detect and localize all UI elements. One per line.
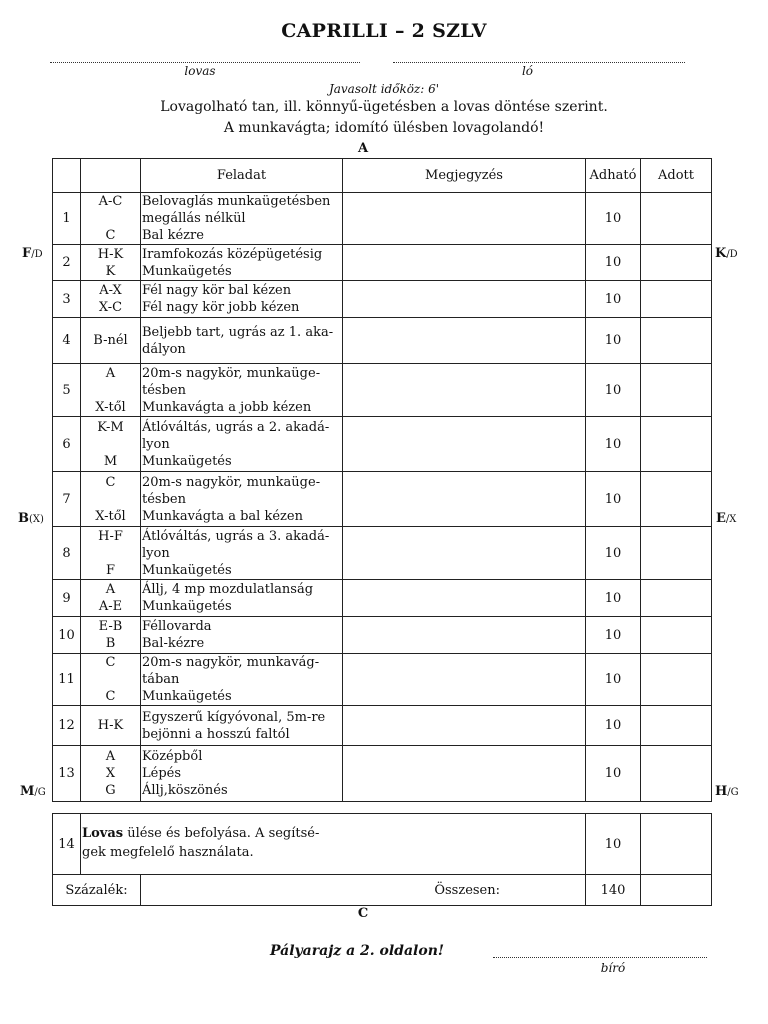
arena-points	[81, 654, 141, 706]
task-line: tésben	[142, 382, 186, 398]
judge-line[interactable]	[493, 957, 707, 958]
arena-letter-left-1: F/D	[22, 246, 43, 261]
table-row	[53, 364, 712, 417]
row-number: 5	[53, 364, 81, 417]
remark-cell[interactable]	[343, 245, 586, 281]
task-line: Lépés	[142, 766, 182, 781]
arena-points	[81, 417, 141, 472]
possible-score: 10	[586, 472, 641, 527]
possible-score: 10	[586, 417, 641, 472]
arena-letter-left-3: M/G	[20, 784, 46, 799]
row-number: 11	[53, 654, 81, 706]
arena-points	[81, 281, 141, 318]
rider-score-table	[52, 813, 712, 906]
task-line: Átlóváltás, ugrás a 3. akadá-	[142, 528, 330, 544]
arena-points	[81, 527, 141, 580]
task-line: Állj, 4 mp mozdulatlanság	[142, 582, 314, 597]
rider-row-text-1: ülése és befolyása. A segítsé-	[123, 826, 320, 841]
interval-note: Javasolt időköz: 6'	[328, 82, 440, 96]
header-remark: Megjegyzés	[343, 159, 586, 193]
task-line: Fél nagy kör bal kézen	[142, 283, 292, 298]
arena-point: X-től	[95, 508, 126, 524]
arena-points	[81, 617, 141, 654]
row-number: 4	[53, 318, 81, 364]
arena-letter-right-2: E/X	[716, 511, 737, 526]
arena-point: A-X	[99, 283, 122, 298]
header-no	[53, 159, 81, 193]
header-task: Feladat	[141, 159, 343, 193]
table-row	[53, 580, 712, 617]
rider-caption: lovas	[184, 64, 216, 78]
row-number: 2	[53, 245, 81, 281]
table-row	[53, 245, 712, 281]
possible-score: 10	[586, 318, 641, 364]
row-number: 9	[53, 580, 81, 617]
task-line: dályon	[142, 341, 186, 357]
given-score-cell[interactable]	[641, 617, 712, 654]
given-score-cell[interactable]	[641, 245, 712, 281]
task-line: Bal kézre	[142, 228, 204, 243]
arena-point: C	[105, 228, 116, 243]
rider-row-no: 14	[53, 814, 81, 875]
given-score-cell[interactable]	[641, 417, 712, 472]
task-line: Belovaglás munkaügetésben	[142, 194, 331, 209]
arena-points	[81, 706, 141, 746]
task-line: 20m-s nagykör, munkaüge-	[142, 474, 321, 490]
arena-letter-right-3: H/G	[715, 784, 739, 799]
arena-points	[81, 318, 141, 364]
table-row	[53, 193, 712, 245]
remark-cell[interactable]	[343, 580, 586, 617]
task-line: tában	[142, 672, 180, 687]
task-line: Beljebb tart, ugrás az 1. aka-	[142, 324, 334, 340]
arena-point: E-B	[98, 619, 123, 634]
arena-point: C	[105, 655, 116, 670]
movement-task	[141, 654, 343, 706]
header-given: Adott	[641, 159, 712, 193]
table-row	[53, 281, 712, 318]
movement-task	[141, 318, 343, 364]
remark-cell[interactable]	[343, 654, 586, 706]
given-score-cell[interactable]	[641, 472, 712, 527]
arena-point: M	[103, 453, 118, 469]
task-line: Egyszerű kígyóvonal, 5m-re	[142, 709, 326, 725]
given-score-cell[interactable]	[641, 706, 712, 746]
remark-cell[interactable]	[343, 472, 586, 527]
possible-score: 10	[586, 527, 641, 580]
total-value: 140	[586, 875, 641, 906]
task-line: megállás nélkül	[142, 211, 246, 226]
scoring-table	[52, 158, 712, 802]
given-score-cell[interactable]	[641, 281, 712, 318]
task-line: Munkaügetés	[142, 562, 232, 578]
table-row	[53, 706, 712, 746]
task-line: Átlóváltás, ugrás a 2. akadá-	[142, 419, 330, 435]
table-row	[53, 654, 712, 706]
possible-score: 10	[586, 193, 641, 245]
task-line: Fél nagy kör jobb kézen	[142, 300, 300, 315]
arena-points	[81, 580, 141, 617]
row-number: 8	[53, 527, 81, 580]
movement-task	[141, 417, 343, 472]
instruction-2: A munkavágta; idomító ülésben lovagolandó!	[223, 120, 545, 136]
movement-task	[141, 527, 343, 580]
header-possible: Adható	[586, 159, 641, 193]
row-number: 1	[53, 193, 81, 245]
movement-task	[141, 193, 343, 245]
table-row	[53, 318, 712, 364]
possible-score: 10	[586, 617, 641, 654]
movement-task	[141, 746, 343, 802]
arena-point	[81, 210, 140, 227]
remark-cell[interactable]	[343, 364, 586, 417]
arena-point: C	[105, 689, 116, 704]
table-row	[53, 527, 712, 580]
possible-score: 10	[586, 364, 641, 417]
row-number: 6	[53, 417, 81, 472]
arena-letter-right-1: K/D	[715, 246, 738, 261]
task-line: Munkavágta a jobb kézen	[142, 399, 312, 415]
row-number: 12	[53, 706, 81, 746]
task-line: Féllovarda	[142, 619, 212, 634]
arena-point	[81, 382, 140, 399]
arena-point: A-E	[98, 599, 123, 614]
table-row	[53, 417, 712, 472]
arena-point: B-nél	[93, 333, 128, 348]
instruction-1: Lovagolható tan, ill. könnyű-ügetésben a lovas döntése szerint.	[160, 99, 608, 115]
task-line: Munkaügetés	[142, 599, 232, 614]
arena-letter-left-2: B(X)	[18, 511, 44, 526]
horse-caption: ló	[521, 64, 534, 78]
possible-score: 10	[586, 580, 641, 617]
given-score-cell[interactable]	[641, 654, 712, 706]
table-row	[53, 472, 712, 527]
arena-point: F	[105, 562, 116, 578]
remark-cell[interactable]	[343, 417, 586, 472]
remark-cell[interactable]	[343, 706, 586, 746]
arena-point: A	[105, 582, 116, 597]
movement-task	[141, 617, 343, 654]
task-line: Munkaügetés	[142, 689, 232, 704]
arena-point	[81, 671, 140, 688]
row-number: 3	[53, 281, 81, 318]
rider-row-given[interactable]	[641, 814, 712, 875]
arena-point: K-M	[97, 419, 124, 435]
arena-points	[81, 746, 141, 802]
task-line: tésben	[142, 491, 186, 507]
movement-task	[141, 706, 343, 746]
arena-point: G	[105, 783, 116, 798]
rider-row-bold: Lovas	[82, 826, 124, 841]
table-row	[53, 617, 712, 654]
arena-points	[81, 245, 141, 281]
task-line: Középből	[142, 749, 203, 764]
given-score-cell[interactable]	[641, 193, 712, 245]
movement-task	[141, 281, 343, 318]
task-line: 20m-s nagykör, munkavág-	[142, 655, 320, 670]
rider-row-text-2: gek megfelelő használata.	[82, 845, 254, 860]
movement-task	[141, 580, 343, 617]
arena-point: C	[105, 474, 116, 490]
arena-points	[81, 364, 141, 417]
given-score-cell[interactable]	[641, 364, 712, 417]
arena-letter-bottom: C	[357, 906, 369, 921]
movement-task	[141, 472, 343, 527]
task-line: Munkaügetés	[142, 453, 232, 469]
table-row	[53, 746, 712, 802]
remark-cell[interactable]	[343, 318, 586, 364]
task-line: lyon	[142, 545, 170, 561]
given-score-cell[interactable]	[641, 527, 712, 580]
possible-score: 10	[586, 654, 641, 706]
judge-caption: bíró	[600, 961, 626, 975]
possible-score: 10	[586, 281, 641, 318]
possible-score: 10	[586, 245, 641, 281]
summary-row	[53, 875, 712, 906]
rider-line[interactable]	[50, 62, 360, 63]
given-score-cell[interactable]	[641, 580, 712, 617]
header-point	[81, 159, 141, 193]
arena-point: X	[105, 766, 116, 781]
task-line: Bal-kézre	[142, 636, 205, 651]
arena-point	[81, 491, 140, 508]
arena-point: X-től	[95, 399, 126, 415]
arena-point: H-F	[98, 528, 123, 544]
arena-point: B	[105, 636, 116, 651]
rider-row-possible: 10	[586, 814, 641, 875]
task-line: Munkaügetés	[142, 263, 232, 279]
given-score-cell[interactable]	[641, 746, 712, 802]
arena-letter-top: A	[357, 141, 369, 156]
arena-point: A	[105, 365, 116, 381]
remark-cell[interactable]	[343, 193, 586, 245]
task-line: 20m-s nagykör, munkaüge-	[142, 365, 321, 381]
total-given[interactable]	[641, 875, 712, 906]
row-number: 7	[53, 472, 81, 527]
remark-cell[interactable]	[343, 617, 586, 654]
rider-row-task	[81, 814, 586, 875]
arena-points	[81, 193, 141, 245]
horse-line[interactable]	[393, 62, 685, 63]
total-label: Összesen:	[141, 875, 586, 906]
arena-point	[81, 545, 140, 562]
movement-task	[141, 364, 343, 417]
task-line: Iramfokozás középügetésig	[142, 246, 323, 262]
task-line: Állj,köszönés	[142, 783, 228, 798]
arena-point: K	[105, 263, 116, 279]
arena-point: H-K	[97, 246, 124, 262]
task-line: lyon	[142, 436, 170, 452]
arena-point: A-C	[98, 194, 123, 209]
remark-cell[interactable]	[343, 746, 586, 802]
remark-cell[interactable]	[343, 281, 586, 318]
arena-point: A	[105, 749, 116, 764]
possible-score: 10	[586, 706, 641, 746]
rider-row	[53, 814, 712, 875]
row-number: 13	[53, 746, 81, 802]
percent-label: Százalék:	[53, 875, 141, 906]
arena-points	[81, 472, 141, 527]
given-score-cell[interactable]	[641, 318, 712, 364]
movement-task	[141, 245, 343, 281]
arena-point: H-K	[97, 718, 124, 733]
possible-score: 10	[586, 746, 641, 802]
task-line: bejönni a hosszú faltól	[142, 726, 290, 742]
row-number: 10	[53, 617, 81, 654]
page-title: CAPRILLI – 2 SZLV	[281, 20, 487, 42]
arena-point: X-C	[98, 300, 123, 315]
arena-point	[81, 436, 140, 453]
footer-note: Pályarajz a 2. oldalon!	[270, 943, 445, 959]
table-header-row	[53, 159, 712, 193]
task-line: Munkavágta a bal kézen	[142, 508, 303, 524]
remark-cell[interactable]	[343, 527, 586, 580]
